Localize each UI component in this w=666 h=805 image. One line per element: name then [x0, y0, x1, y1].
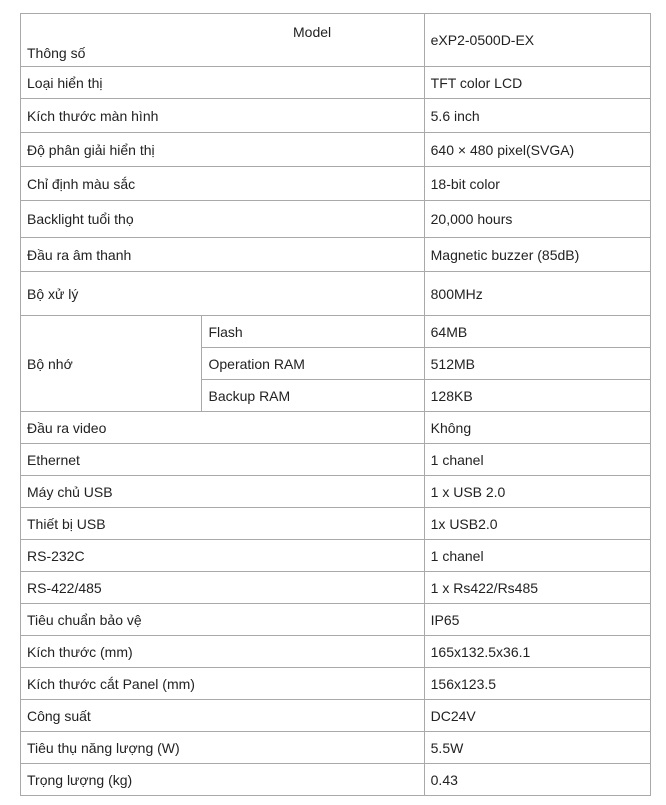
row-label: Kích thước (mm): [21, 636, 425, 668]
model-label: Model: [293, 24, 332, 40]
table-row: [21, 700, 651, 732]
row-value: 0.43: [424, 764, 650, 796]
memory-sub-value: 128KB: [424, 380, 650, 412]
spec-table: [20, 13, 651, 796]
row-value: 5.6 inch: [424, 99, 650, 133]
table-row: [21, 238, 651, 272]
row-value: 18-bit color: [424, 167, 650, 201]
row-value: 640 × 480 pixel(SVGA): [424, 133, 650, 167]
row-value: 165x132.5x36.1: [424, 636, 650, 668]
row-label: Tiêu chuẩn bảo vệ: [21, 604, 425, 636]
row-value: 1 chanel: [424, 444, 650, 476]
row-value: 1 x USB 2.0: [424, 476, 650, 508]
table-row: [21, 444, 651, 476]
memory-sub-label: Backup RAM: [202, 380, 424, 412]
table-header-row: [21, 14, 651, 67]
row-label: Công suất: [21, 700, 425, 732]
memory-sub-value: 512MB: [424, 348, 650, 380]
table-row: [21, 412, 651, 444]
row-value: 156x123.5: [424, 668, 650, 700]
table-row: [21, 99, 651, 133]
row-label: Đầu ra video: [21, 412, 425, 444]
row-label: Bộ xử lý: [21, 272, 425, 316]
table-row: [21, 572, 651, 604]
table-row: [21, 604, 651, 636]
table-row: [21, 167, 651, 201]
memory-sub-label: Flash: [202, 316, 424, 348]
table-row: [21, 732, 651, 764]
row-value: Magnetic buzzer (85dB): [424, 238, 650, 272]
row-value: 1 x Rs422/Rs485: [424, 572, 650, 604]
row-label: Độ phân giải hiển thị: [21, 133, 425, 167]
table-row: [21, 636, 651, 668]
table-row: [21, 201, 651, 238]
row-label: Chỉ định màu sắc: [21, 167, 425, 201]
row-value: Không: [424, 412, 650, 444]
row-label: Tiêu thụ năng lượng (W): [21, 732, 425, 764]
row-label: Máy chủ USB: [21, 476, 425, 508]
table-row: [21, 476, 651, 508]
table-row: [21, 764, 651, 796]
row-label: Loại hiển thị: [21, 67, 425, 99]
row-label: Kích thước màn hình: [21, 99, 425, 133]
model-value: eXP2-0500D-EX: [424, 14, 650, 67]
row-label: RS-422/485: [21, 572, 425, 604]
row-value: IP65: [424, 604, 650, 636]
row-label: Trọng lượng (kg): [21, 764, 425, 796]
row-label: RS-232C: [21, 540, 425, 572]
row-label: Backlight tuổi thọ: [21, 201, 425, 238]
table-row: [21, 316, 651, 348]
memory-sub-value: 64MB: [424, 316, 650, 348]
header-label-cell: [21, 14, 425, 67]
spec-label: Thông số: [27, 45, 86, 61]
row-value: DC24V: [424, 700, 650, 732]
row-value: 800MHz: [424, 272, 650, 316]
memory-label: Bộ nhớ: [21, 316, 202, 412]
row-label: Thiết bị USB: [21, 508, 425, 540]
row-label: Kích thước cắt Panel (mm): [21, 668, 425, 700]
row-label: Đầu ra âm thanh: [21, 238, 425, 272]
table-row: [21, 67, 651, 99]
row-value: 1x USB2.0: [424, 508, 650, 540]
row-value: 5.5W: [424, 732, 650, 764]
table-row: [21, 508, 651, 540]
row-label: Ethernet: [21, 444, 425, 476]
row-value: 1 chanel: [424, 540, 650, 572]
table-row: [21, 272, 651, 316]
memory-sub-label: Operation RAM: [202, 348, 424, 380]
table-row: [21, 668, 651, 700]
table-row: [21, 540, 651, 572]
row-value: TFT color LCD: [424, 67, 650, 99]
table-row: [21, 133, 651, 167]
row-value: 20,000 hours: [424, 201, 650, 238]
